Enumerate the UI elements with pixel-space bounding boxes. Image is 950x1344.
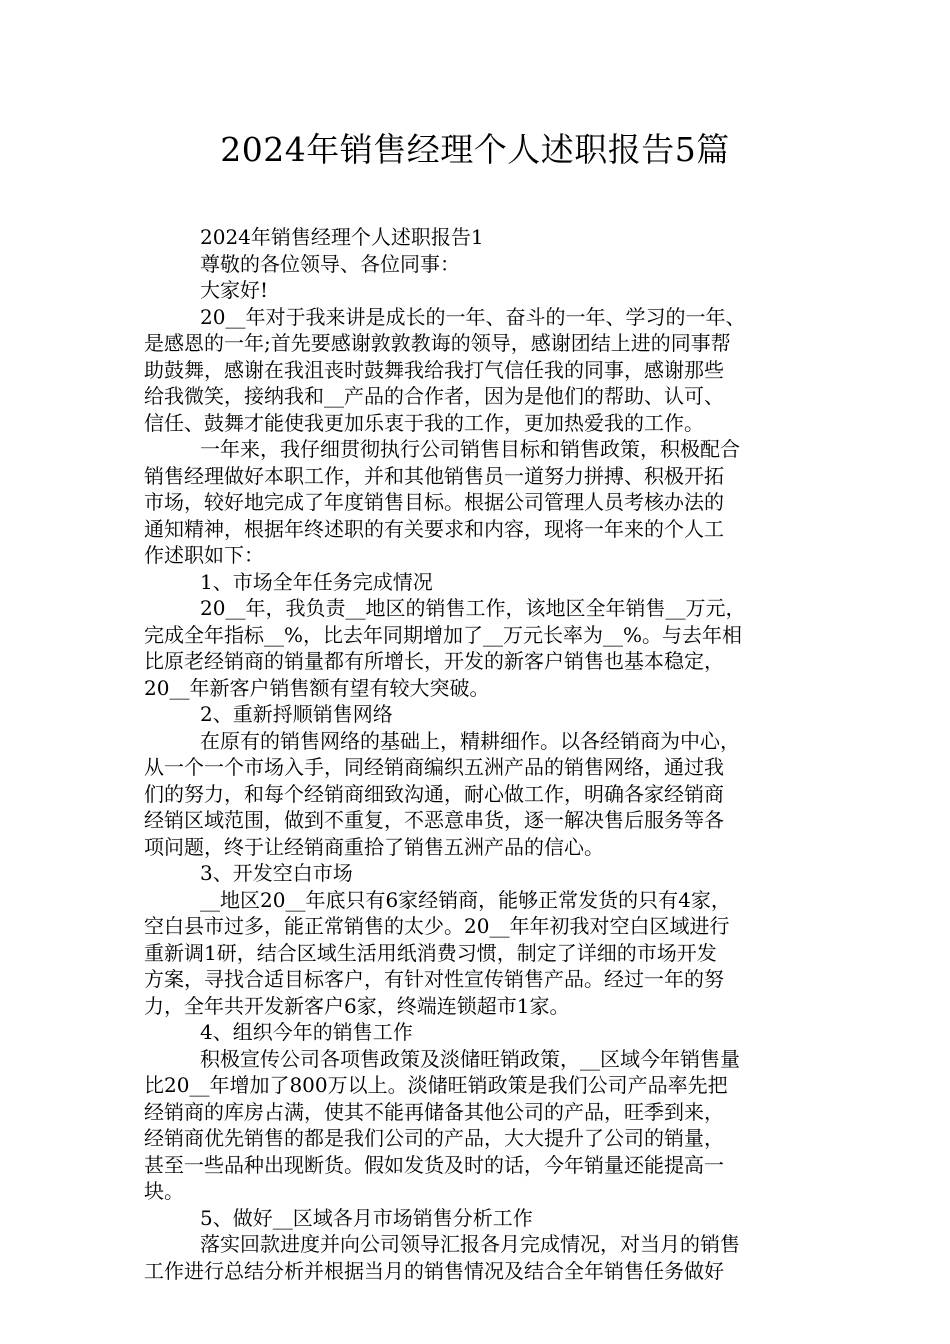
body-line: 在原有的销售网络的基础上，精耕细作。以各经销商为中心， <box>200 728 740 753</box>
body-line: 4、组织今年的销售工作 <box>200 1020 413 1044</box>
body-line: 市场，较好地完成了年度销售目标。根据公司管理人员考核办法的 <box>144 490 724 514</box>
body-line: 力，全年共开发新客户6家，终端连锁超市1家。 <box>144 993 570 1018</box>
body-line: 20__年对于我来讲是成长的一年、奋斗的一年、学习的一年、 <box>200 304 746 329</box>
body-line: 给我微笑，接纳我和__产品的合作者，因为是他们的帮助、认可、 <box>144 384 724 408</box>
body-line: 比原老经销商的销量都有所增长，开发的新客户销售也基本稳定， <box>144 649 724 673</box>
body-line: 大家好! <box>200 278 269 302</box>
body-line: 1、市场全年任务完成情况 <box>200 569 433 594</box>
body-line: 积极宣传公司各项售政策及淡储旺销政策，__区域今年销售量 <box>200 1046 740 1071</box>
body-line: 块。 <box>144 1179 184 1203</box>
body-line: 2、重新捋顺销售网络 <box>200 702 393 726</box>
body-line: 销售经理做好本职工作，并和其他销售员一道努力拼搏、积极开拓 <box>144 463 724 488</box>
body-line: 助鼓舞，感谢在我沮丧时鼓舞我给我打气信任我的同事，感谢那些 <box>144 357 724 382</box>
body-line: 们的努力，和每个经销商细致沟通，耐心做工作，明确各家经销商 <box>144 781 724 806</box>
body-line: 信任、鼓舞才能使我更加乐衷于我的工作，更加热爱我的工作。 <box>144 410 704 435</box>
body-line: 是感恩的一年;首先要感谢敦敦教诲的领导，感谢团结上进的同事帮 <box>144 331 731 355</box>
body-line: 落实回款进度并向公司领导汇报各月完成情况，对当月的销售 <box>200 1232 740 1256</box>
body-line: 尊敬的各位领导、各位同事： <box>200 251 460 276</box>
body-line: 3、开发空白市场 <box>200 861 353 885</box>
body-line: 甚至一些品种出现断货。假如发货及时的话，今年销量还能提高一 <box>144 1152 724 1177</box>
body-line: 经销商的库房占满，使其不能再储备其他公司的产品，旺季到来， <box>144 1099 724 1124</box>
body-line: 经销商优先销售的都是我们公司的产品，大大提升了公司的销量， <box>144 1126 724 1150</box>
body-line: 比20__年增加了800万以上。淡储旺销政策是我们公司产品率先把 <box>144 1073 728 1097</box>
document-title: 2024年销售经理个人述职报告5篇 <box>220 130 730 169</box>
body-line: 从一个一个市场入手，同经销商编织五洲产品的销售网络，通过我 <box>144 755 724 779</box>
body-line: 20__年，我负责__地区的销售工作，该地区全年销售__万元， <box>200 596 746 620</box>
body-line: 项问题，终于让经销商重拾了销售五洲产品的信心。 <box>144 834 604 859</box>
body-line: 通知精神，根据年终述职的有关要求和内容，现将一年来的个人工 <box>144 516 724 541</box>
body-line: 一年来，我仔细贯彻执行公司销售目标和销售政策，积极配合 <box>200 437 740 461</box>
body-line: __地区20__年底只有6家经销商，能够正常发货的只有4家， <box>200 887 731 912</box>
body-line: 方案，寻找合适目标客户，有针对性宣传销售产品。经过一年的努 <box>144 967 724 991</box>
body-line: 重新调1研，结合区域生活用纸消费习惯，制定了详细的市场开发 <box>144 940 717 965</box>
body-line: 经销区域范围，做到不重复，不恶意串货，逐一解决售后服务等各 <box>144 808 724 832</box>
body-line: 完成全年指标__%，比去年同期增加了__万元长率为__%。与去年相 <box>144 622 743 647</box>
document-body <box>144 224 820 1284</box>
body-line: 空白县市过多，能正常销售的太少。20__年年初我对空白区域进行 <box>144 914 730 938</box>
body-line: 20__年新客户销售额有望有较大突破。 <box>144 675 490 700</box>
body-line: 2024年销售经理个人述职报告1 <box>200 225 484 249</box>
body-line: 工作进行总结分析并根据当月的销售情况及结合全年销售任务做好 <box>144 1258 724 1283</box>
body-line: 作述职如下： <box>144 543 264 567</box>
body-line: 5、做好__区域各月市场销售分析工作 <box>200 1205 533 1230</box>
